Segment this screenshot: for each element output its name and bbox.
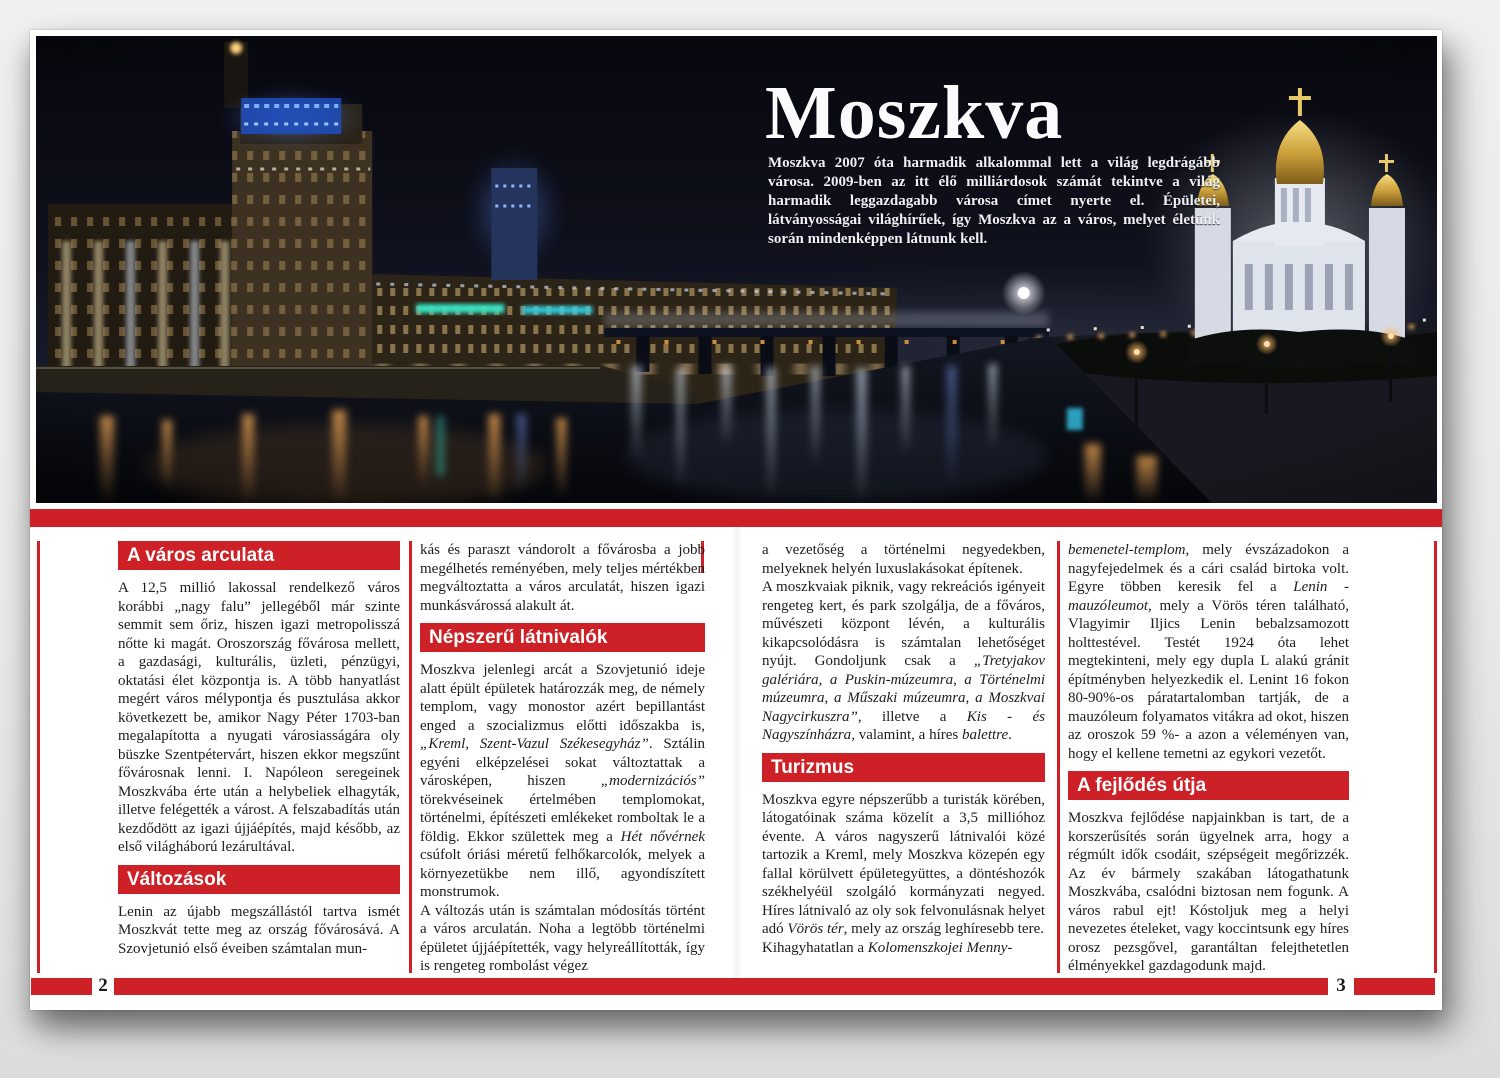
italic-run: „modernizációs” [600,773,705,789]
bottom-divider-band [1354,978,1435,995]
page-number-right: 3 [1336,975,1346,996]
body-paragraph [762,939,1045,958]
text-run: , valamint, a híres [851,727,962,743]
text-run: A 12,5 millió lakossal rendelkező város korábbi „nagy falu” jellegéből már szinte semmit sem őriz, hiszen igazi metropolisszá nőtte ki magát. Oroszország fővárosa mellett, a gazdasági, kulturális, üzleti, pénzügyi, oktatási élet központja is. A több hanyatlást megért város mélypontja és pusztulása akkor következett be, amikor Nagy Péter 1703-ban megalapította a nyugati városiasságára oly büszke Szentpétervárt, hiszen ekkor megszűnt fővárosnak lenni. I. Napóleon seregeinek Moszkvába érte után a helybeliek elhagyták, illetve felégették a várost. A felszabadítás után kezdődött az igazi újjáépítés, majd később, az első világháború lezárultával. [118,580,400,855]
column-rule [409,541,412,973]
column-rule [1057,541,1060,973]
text-run: Moszkva jelenlegi arcát a Szovjetunió ideje alatt épült épületek határozzák meg, de némely templom, vagy monostor azért bepillantást enged a szocializmus előtti időszakba is, [420,662,705,734]
text-column-3 [762,541,1045,976]
section-header: Népszerű látnivalók [420,623,705,652]
italic-run: Hét nővérnek [620,828,705,845]
bottom-divider-band [114,978,1328,995]
italic-run: bemenetel-templom [1068,542,1186,558]
top-divider-band [30,509,1442,527]
body-paragraph [762,791,1045,939]
text-run: kás és paraszt vándorolt a fővárosba a jobb megélhetés reményében, mely teljes mértékben megváltoztatta a város arculatát, hiszen igazi munkásvárossá alakult át. [420,542,705,614]
body-paragraph [118,903,400,959]
body-paragraph [762,541,1045,578]
italic-run: Lenin - mauzóleumot [1068,579,1349,614]
text-run: Moszkva fejlődése napjainkban is tart, de a korszerűsítés során ügyelnek arra, hogy a régmúlt idők csodáit, szépségeit megőrizzék. Az év bármely szakában látogathatunk Moszkvába, csalódni biztosan nem fogunk. A város rabul ejt! Kóstoljuk meg a helyi nevezetes ételeket, vagy koccintsunk egy híres orosz pezsgővel, garantáltan felejthetetlen élményekkel gazdagodunk majd. [1068,810,1349,974]
text-run: törekvéseinek értelmében templomokat, történelmi, építészeti emlékeket romboltak le a földig. Ekkor születtek meg a [420,791,705,845]
page-number-left: 2 [98,975,108,996]
text-run: , mely az ország leghíresebb tere. [843,921,1044,937]
italic-run: „Tretyjakov galériára, a Puskin-múzeumra, a Történelmi múzeumra, a Műszaki múzeumra, a Moszkvai Nagycirkuszra” [762,653,1045,725]
text-run: , illetve a [857,708,967,725]
section-header: A fejlődés útja [1068,771,1349,800]
body-paragraph [762,578,1045,745]
text-run: A változás után is számtalan módosítás történt a város arculatán. Noha a legtöbb történelmi épületet újjáépítették, vagy helyreállították, így is rengeteg rombolást végez [420,902,705,974]
italic-run: Vörös tér [787,921,844,937]
section-header: A város arculata [118,541,400,570]
body-paragraph [420,541,705,615]
italic-run: Kolomenszkojei Menny- [867,939,1013,956]
italic-run: balettre [962,727,1009,743]
section-header: Turizmus [762,753,1045,782]
page-title: Moszkva [765,71,1064,155]
magazine-spread [30,30,1442,1010]
italic-run: Kis - és Nagyszínházra [762,708,1045,743]
bottom-divider-band [31,978,92,995]
body-paragraph [420,902,705,976]
text-column-1 [118,541,400,976]
text-run: csúfolt óriási méretű felhőkarcolók, melyek a környezetükbe nem illő, agyondíszített monstrumok. [420,847,705,900]
text-column-2 [420,541,705,976]
text-run: Kihagyhatatlan a [762,939,868,956]
body-paragraph [420,661,705,902]
spread-gutter [732,509,742,978]
body-paragraph [1068,809,1349,976]
body-paragraph [118,579,400,857]
column-rule [37,541,40,973]
text-run: A moszkvaiak piknik, vagy rekreációs igényeit rengeteg kert, és park szolgálja, de a főváros, művészeti központ lévén, a kulturális kikapcsolódásra is számtalan lehetőséget nyújt. Gondoljunk csak a [762,579,1045,669]
section-header: Változások [118,865,400,894]
text-run: , mely évszázadokon a nagyfejedelmek és a cári család birtoka volt. Egyre többen keresik fel a [1068,542,1349,595]
text-run: Lenin az újabb megszállástól tartva ismét Moszkvát tette meg az ország fővárosává. A Szovjetunió első éveiben számtalan mun- [118,903,400,957]
hero-intro: Moszkva 2007 óta harmadik alkalommal lett a világ legdrágább városa. 2009-ben az itt élő milliárdosok számát tekintve a világ harmadik leggazdagabb városa címet nyerte el. Épületei, látványosságai világhírűek, így Moszkva az a város, melyet életünk során mindenképpen látnunk kell. [768,155,1220,247]
text-run: . [1008,727,1012,743]
text-run: , mely a Vörös téren található, Vlagyimir Iljics Lenin bebalzsamozott holttestével. Testét 1924 óta lehet megtekinteni, mely egy dupla L alakú gránit építményben helyezkedik el. Lenint 16 fokon 80-90%-os páratartalomban tartják, de a mauzóleum folyamatos vitákra ad okot, hiszen az oroszok 59 %- a azon a véleményen van, hogy el kellene temetni az egykori vezetőt. [1068,597,1349,762]
text-run: . Sztálin egyéni elképzelései sokat változtattak a városképen, hiszen [420,736,705,789]
column-rule [1434,541,1437,973]
text-run: Moszkva egyre népszerűbb a turisták körében, látogatóinak száma közelít a 3,5 millióhoz évente. A város nagyszerű látnivalói közé tartozik a Kreml, mely Moszkva közepén egy fallal körülvett épületegyüttes, a döntéshozók székhelyéül szolgáló kormányzati negyed. Híres látnivaló az oly sok felvonulásnak helyet adó [762,791,1045,937]
text-column-4 [1068,541,1349,976]
italic-run: „Kreml, Szent-Vazul Székesegyház” [420,736,649,752]
body-paragraph [1068,541,1349,763]
text-run: a vezetőség a történelmi negyedekben, melyeknek helyén luxuslakásokat építenek. [762,542,1045,577]
